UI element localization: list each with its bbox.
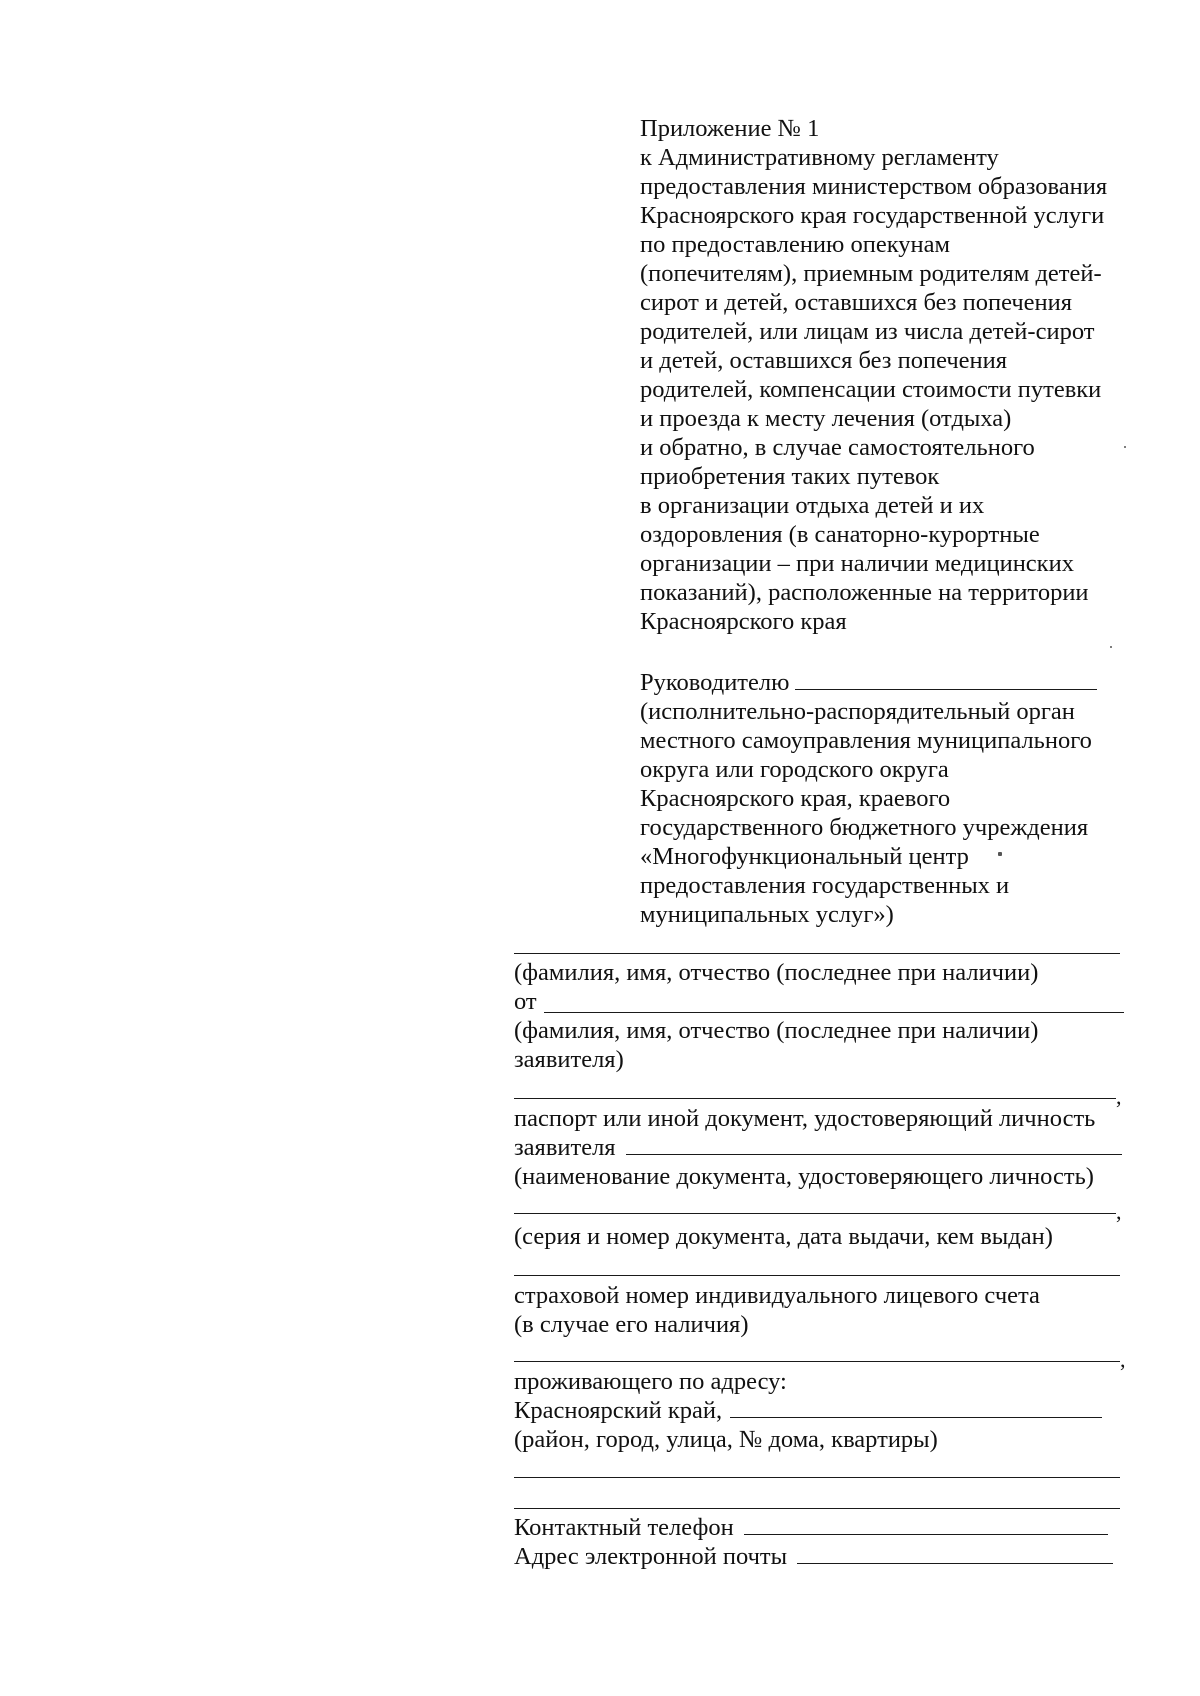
document-name-field[interactable] bbox=[626, 1136, 1122, 1155]
document-series-field[interactable] bbox=[514, 1213, 1116, 1214]
field-comma: , bbox=[1116, 1199, 1122, 1224]
addressee-line: местного самоуправления муниципального bbox=[640, 727, 1092, 754]
addressee-line: предоставления государственных и bbox=[640, 872, 1010, 899]
region-row bbox=[514, 1396, 1102, 1425]
fio-hint: (фамилия, имя, отчество (последнее при наличии) bbox=[514, 959, 1039, 986]
appendix-line: и проезда к месту лечения (отдыха) bbox=[640, 405, 1012, 432]
applicant-name-field[interactable] bbox=[544, 1012, 1124, 1013]
appendix-line: оздоровления (в санаторно-курортные bbox=[640, 521, 1040, 548]
doc-name-hint: (наименование документа, удостоверяющего личность) bbox=[514, 1163, 1094, 1190]
phone-label: Контактный телефон bbox=[514, 1514, 734, 1541]
appendix-line: родителей, компенсации стоимости путевки bbox=[640, 376, 1102, 403]
address-continuation-field[interactable] bbox=[514, 1477, 1120, 1478]
appendix-line: к Административному регламенту bbox=[640, 144, 999, 171]
addressee-line: государственного бюджетного учреждения bbox=[640, 814, 1089, 841]
head-name-field[interactable] bbox=[514, 953, 1120, 954]
appendix-line: по предоставлению опекунам bbox=[640, 231, 951, 258]
appendix-line: (попечителям), приемным родителям детей- bbox=[640, 260, 1102, 287]
appendix-line: и обратно, в случае самостоятельного bbox=[640, 434, 1035, 461]
from-label: от bbox=[514, 988, 537, 1015]
passport-label: паспорт или иной документ, удостоверяющий личность bbox=[514, 1105, 1096, 1132]
field-comma: , bbox=[1116, 1084, 1122, 1109]
fio-applicant-hint: заявителя) bbox=[514, 1046, 624, 1073]
address-continuation-field-2[interactable] bbox=[514, 1508, 1120, 1509]
address-field[interactable] bbox=[730, 1399, 1102, 1418]
addressee-label: Руководителю bbox=[640, 669, 790, 696]
snils-label: страховой номер индивидуального лицевого счета bbox=[514, 1282, 1040, 1309]
fio-applicant-hint: (фамилия, имя, отчество (последнее при наличии) bbox=[514, 1017, 1039, 1044]
addressee-line: муниципальных услуг») bbox=[640, 901, 894, 928]
appendix-line: приобретения таких путевок bbox=[640, 463, 940, 490]
email-label: Адрес электронной почты bbox=[514, 1543, 788, 1570]
snils-field[interactable] bbox=[514, 1275, 1120, 1276]
email-field[interactable] bbox=[797, 1545, 1113, 1564]
region-label: Красноярский край, bbox=[514, 1397, 723, 1424]
addressee-line: «Многофункциональный центр bbox=[640, 843, 969, 870]
phone-field[interactable] bbox=[744, 1516, 1108, 1535]
addressee-line: округа или городского округа bbox=[640, 756, 949, 783]
addressee-line: (исполнительно-распорядительный орган bbox=[640, 698, 1075, 725]
residence-label: проживающего по адресу: bbox=[514, 1368, 787, 1395]
scan-speck bbox=[998, 852, 1002, 856]
email-row bbox=[514, 1542, 1113, 1571]
applicant-name-continuation-field[interactable] bbox=[514, 1098, 1116, 1099]
address-hint: (район, город, улица, № дома, квартиры) bbox=[514, 1426, 938, 1453]
addressee-field[interactable] bbox=[795, 671, 1097, 690]
appendix-line: организации – при наличии медицинских bbox=[640, 550, 1074, 577]
addressee-line: Красноярского края, краевого bbox=[640, 785, 951, 812]
addressee-label-row bbox=[640, 668, 1097, 697]
snils-label: (в случае его наличия) bbox=[514, 1311, 749, 1338]
appendix-line: Красноярского края государственной услуги bbox=[640, 202, 1105, 229]
passport-label-cont: заявителя bbox=[514, 1134, 616, 1161]
appendix-line: предоставления министерством образования bbox=[640, 173, 1108, 200]
series-hint: (серия и номер документа, дата выдачи, кем выдан) bbox=[514, 1223, 1053, 1250]
appendix-line: родителей, или лицам из числа детей-сирот bbox=[640, 318, 1095, 345]
scan-speck bbox=[1124, 446, 1126, 448]
appendix-line: Красноярского края bbox=[640, 608, 847, 635]
appendix-line: показаний), расположенные на территории bbox=[640, 579, 1089, 606]
passport-label-row bbox=[514, 1133, 1122, 1162]
field-comma: , bbox=[1120, 1347, 1126, 1372]
phone-row bbox=[514, 1513, 1108, 1542]
appendix-line: в организации отдыха детей и их bbox=[640, 492, 985, 519]
snils-value-field[interactable] bbox=[514, 1361, 1120, 1362]
scan-speck bbox=[1110, 646, 1112, 648]
appendix-line: и детей, оставшихся без попечения bbox=[640, 347, 1008, 374]
appendix-line: Приложение № 1 bbox=[640, 115, 820, 142]
appendix-line: сирот и детей, оставшихся без попечения bbox=[640, 289, 1073, 316]
